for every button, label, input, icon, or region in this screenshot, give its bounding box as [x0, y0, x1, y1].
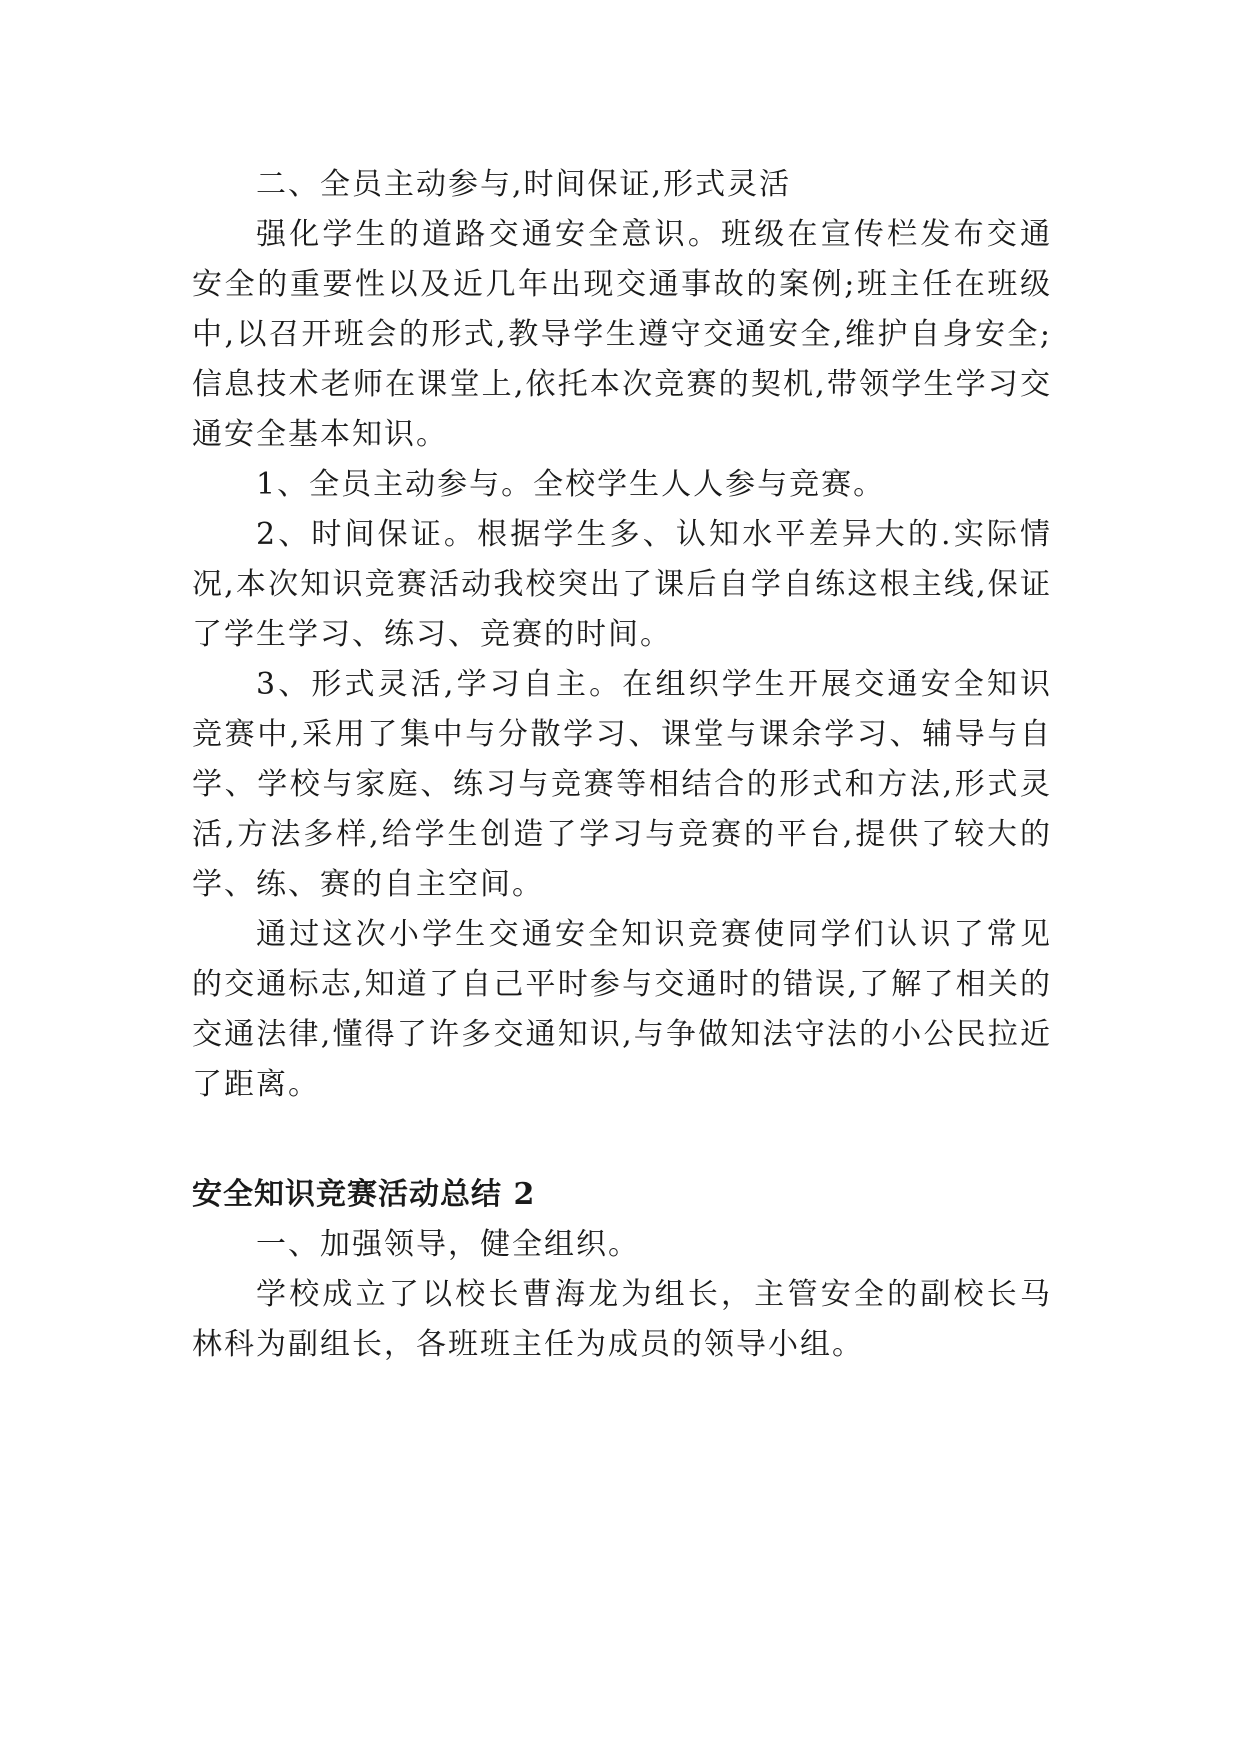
heading-two-participation: 二、全员主动参与,时间保证,形式灵活: [256, 167, 792, 202]
document-page: [192, 160, 1052, 1370]
paragraph-item-1: 1、全员主动参与。全校学生人人参与竞赛。: [256, 467, 886, 502]
heading-one-leadership: 一、加强领导，健全组织。: [256, 1227, 640, 1262]
paragraph-item-2: 2、时间保证。根据学生多、认知水平差异大的.实际情况,本次知识竞赛活动我校突出了课后自学自练这根主线,保证了学生学习、练习、竞赛的时间。: [192, 517, 1052, 652]
paragraph-conclusion: 通过这次小学生交通安全知识竞赛使同学们认识了常见的交通标志,知道了自己平时参与交通时的错误,了解了相关的交通法律,懂得了许多交通知识,与争做知法守法的小公民拉近了距离。: [192, 917, 1052, 1102]
paragraph-item-3: 3、形式灵活,学习自主。在组织学生开展交通安全知识竞赛中,采用了集中与分散学习、课堂与课余学习、辅导与自学、学校与家庭、练习与竞赛等相结合的形式和方法,形式灵活,方法多样,给学生创造了学习与竞赛的平台,提供了较大的学、练、赛的自主空间。: [192, 667, 1052, 902]
paragraph-leadership-group: 学校成立了以校长曹海龙为组长，主管安全的副校长马林科为副组长，各班班主任为成员的领导小组。: [192, 1277, 1052, 1362]
section-title: 安全知识竞赛活动总结 2: [192, 1177, 536, 1212]
paragraph-awareness: 强化学生的道路交通安全意识。班级在宣传栏发布交通安全的重要性以及近几年出现交通事故的案例;班主任在班级中,以召开班会的形式,教导学生遵守交通安全,维护自身安全;信息技术老师在课堂上,依托本次竞赛的契机,带领学生学习交通安全基本知识。: [192, 217, 1052, 452]
